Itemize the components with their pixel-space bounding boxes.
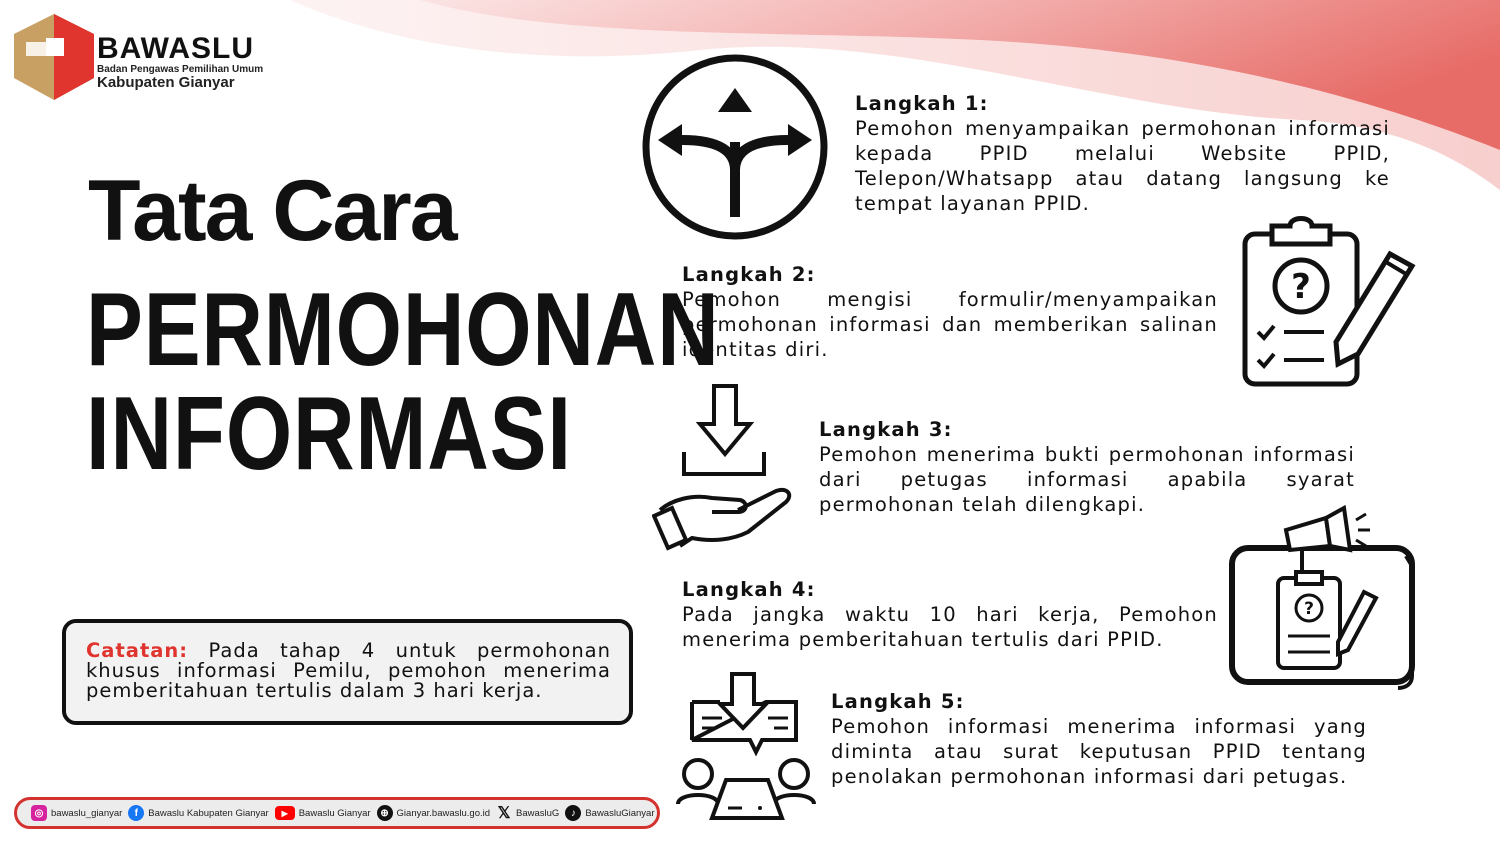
- step-1-text: Pemohon menyampaikan permohonan informasi kepada PPID melalui Website PPID, Telepon/Whatsapp atau datang langsung ke tempat layanan PPID.: [855, 117, 1390, 215]
- social-website[interactable]: [377, 805, 490, 821]
- directions-icon: [640, 52, 830, 242]
- step-2-text: Pemohon mengisi formulir/menyampaikan permohonan informasi dan memberikan salinan identitas diri.: [682, 288, 1218, 361]
- brand-region: Kabupaten Gianyar: [97, 74, 235, 91]
- instagram-icon: ◎: [31, 805, 47, 821]
- note-text: Pada tahap 4 untuk permohonan khusus informasi Pemilu, pemohon menerima pemberitahuan tertulis dalam 3 hari kerja.: [86, 639, 611, 702]
- tiktok-icon: ♪: [565, 805, 581, 821]
- globe-icon: ⊕: [377, 805, 393, 821]
- meeting-icon: [676, 672, 816, 824]
- brand-subtitle: Badan Pengawas Pemilihan Umum: [97, 64, 264, 75]
- step-1: [855, 91, 1390, 216]
- social-tiktok-label: BawasluGianyar: [585, 807, 655, 819]
- social-tiktok[interactable]: [565, 805, 654, 821]
- note-box: [62, 619, 633, 725]
- note-label: Catatan:: [86, 639, 189, 662]
- youtube-icon: ▶: [275, 806, 295, 820]
- x-icon: 𝕏: [497, 805, 511, 822]
- step-5-text: Pemohon informasi menerima informasi yang diminta atau surat keputusan PPID tentang penolakan permohonan informasi dari petugas.: [831, 715, 1367, 788]
- step-5-title: Langkah 5:: [831, 690, 965, 713]
- receive-hand-icon: [652, 382, 800, 552]
- step-2-title: Langkah 2:: [682, 263, 816, 286]
- step-3-title: Langkah 3:: [819, 418, 953, 441]
- clipboard-question-icon: [1240, 214, 1420, 390]
- social-youtube-label: Bawaslu Gianyar: [298, 807, 371, 819]
- svg-text:?: ?: [1291, 267, 1311, 307]
- step-3-text: Pemohon menerima bukti permohonan informasi dari petugas informasi apabila syarat permohonan telah dilengkapi.: [819, 443, 1355, 516]
- heading-line-1: Tata Cara: [88, 163, 456, 259]
- brand-name: BAWASLU: [97, 32, 254, 65]
- social-instagram[interactable]: [31, 805, 122, 821]
- social-instagram-label: bawaslu_gianyar: [51, 807, 123, 819]
- bawaslu-emblem-icon: [12, 12, 96, 104]
- social-facebook[interactable]: [128, 805, 268, 821]
- social-youtube[interactable]: [275, 806, 371, 820]
- heading-line-2: PERMOHONAN: [86, 272, 720, 388]
- step-4-title: Langkah 4:: [682, 578, 816, 601]
- svg-text:?: ?: [1304, 599, 1314, 619]
- step-5: [831, 689, 1367, 789]
- social-x-label: BawasluG: [516, 807, 560, 819]
- announcement-icon: [1226, 500, 1418, 690]
- step-2: [682, 262, 1218, 362]
- facebook-icon: f: [128, 805, 144, 821]
- step-4-text: Pada jangka waktu 10 hari kerja, Pemohon menerima pemberitahuan tertulis dari PPID.: [682, 603, 1218, 651]
- social-x[interactable]: [496, 805, 559, 821]
- heading-line-3: INFORMASI: [86, 376, 572, 492]
- social-bar: [14, 797, 660, 829]
- social-website-label: Gianyar.bawaslu.go.id: [396, 807, 491, 819]
- social-facebook-label: Bawaslu Kabupaten Gianyar: [148, 807, 269, 819]
- step-4: [682, 577, 1218, 652]
- step-1-title: Langkah 1:: [855, 92, 989, 115]
